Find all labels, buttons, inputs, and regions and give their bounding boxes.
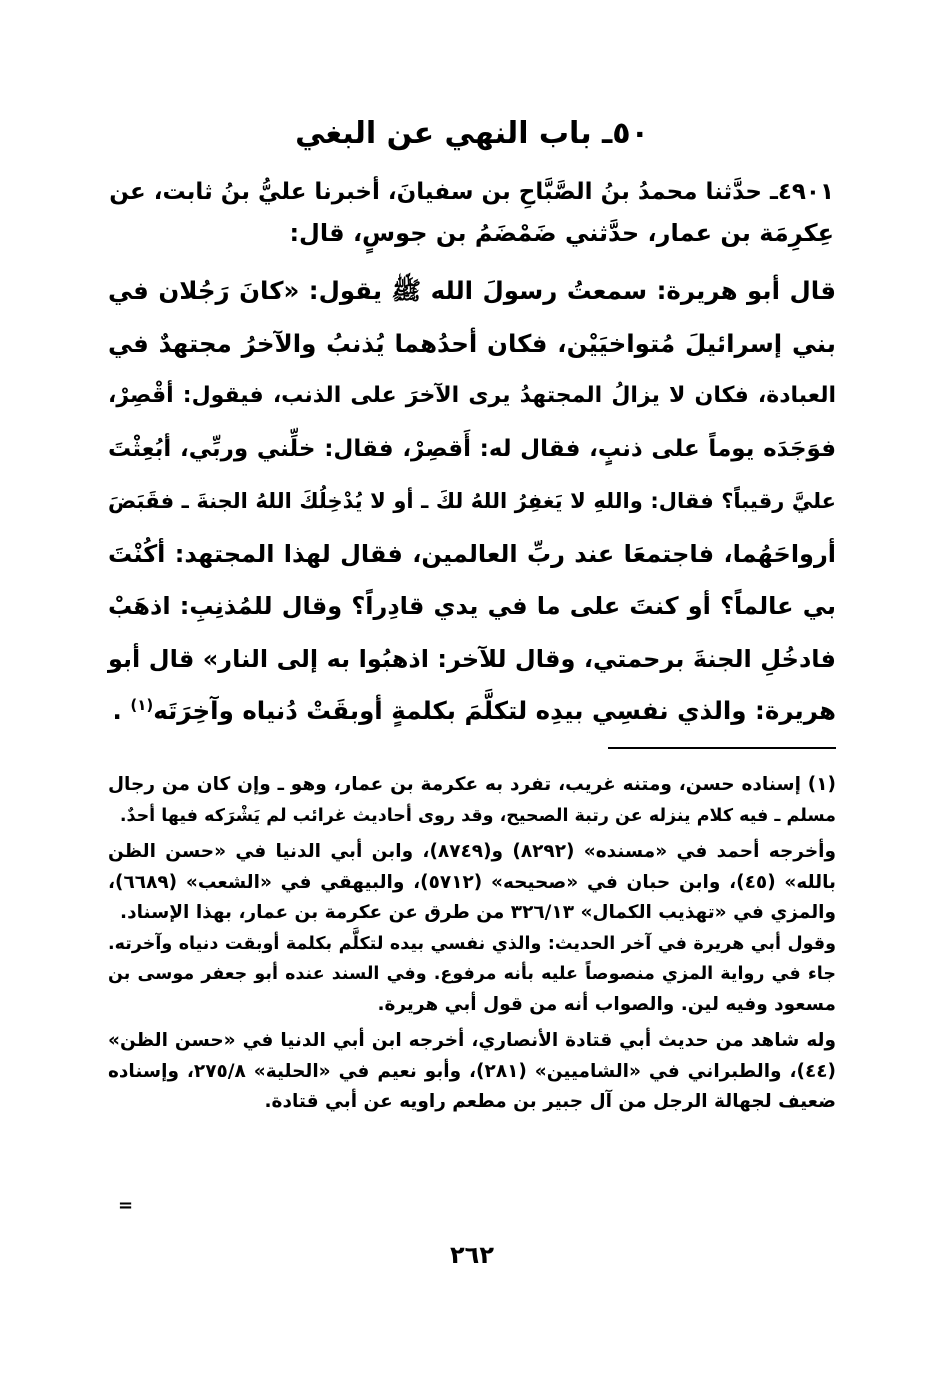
- matn-line: فادخُلِ الجنةَ برحمتي، وقال للآخر: اذهبُوا به إلى النار» قال أبو: [108, 644, 836, 673]
- footnote-line: (١) إسناده حسن، ومتنه غريب، تفرد به عكرمة بن عمار، وهو ـ وإن كان من رجال: [108, 774, 836, 795]
- isnad-line: ٤٩٠١ـ حدَّثنا محمدُ بنُ الصَّبَّاحِ بن سفيانَ، أخبرنا عليُّ بنُ ثابت، عن: [109, 179, 834, 205]
- matn-line: بي عالماً؟ أو كنتَ على ما في يدي قادِراً؟ وقال للمُذنِبِ: اذهَبْ: [108, 592, 836, 620]
- chapter-title: ٥٠ـ باب النهي عن البغي: [295, 116, 649, 151]
- footnote-line: مسلم ـ فيه كلام ينزله عن رتبة الصحيح، وقد روى أحاديث غرائب لم يَشْرَكه فيها أحدٌ.: [119, 805, 836, 826]
- footnote-paragraph: [108, 929, 836, 1021]
- footnote-line: (٤٤)، والطبراني في «الشاميين» (٢٨١)، وأبو نعيم في «الحلية» ٢٧٥/٨، وإسناده: [108, 1060, 837, 1082]
- matn-line: فوَجَدَه يوماً على ذنبٍ، فقال له: أَقصِرْ، فقال: خلِّني وربِّي، أبُعِثْتَ: [108, 435, 836, 462]
- isnad-line: عِكرِمَة بن عمار، حدَّثني ضَمْضَمُ بن جوسٍ، قال:: [289, 219, 834, 247]
- footnote-reference[interactable]: (١): [130, 695, 154, 714]
- hadith-matn: [108, 265, 836, 738]
- footnote-line: مسعود وفيه لين. والصواب أنه من قول أبي هريرة.: [377, 993, 836, 1015]
- footnote-line: والمزي في «تهذيب الكمال» ٣٢٦/١٣ من طرق عن عكرمة بن عمار، بهذا الإسناد.: [120, 902, 836, 923]
- matn-line: أرواحَهُما، فاجتمعَا عند ربِّ العالمين، فقال لهذا المجتهد: أكُنْتَ: [108, 539, 836, 568]
- hadith-isnad: [108, 172, 834, 254]
- footnotes: [108, 770, 836, 1118]
- footnote-paragraph: [108, 1026, 836, 1118]
- footnote-line: وقول أبي هريرة في آخر الحديث: والذي نفسي بيده لتكلَّم بكلمة أوبقت دنياه وآخرته.: [108, 933, 836, 954]
- footnote-line: وله شاهد من حديث أبي قتادة الأنصاري، أخرجه ابن أبي الدنيا في «حسن الظن»: [108, 1030, 836, 1051]
- footnote-line: ضعيف لجهالة الرجل من آل جبير بن مطعم راويه عن أبي قتادة.: [264, 1091, 836, 1112]
- footnote-line: جاء في رواية المزي منصوصاً عليه بأنه مرفوع. وفي السند عنده أبو جعفر موسى بن: [108, 964, 836, 984]
- continuation-mark: =: [118, 1195, 134, 1216]
- matn-end-mark: .: [112, 696, 122, 725]
- footnote-line: وأخرجه أحمد في «مسنده» (٨٢٩٢) و(٨٧٤٩)، وابن أبي الدنيا في «حسن الظن: [108, 841, 836, 862]
- matn-line: بني إسرائيلَ مُتواخيَيْن، فكان أحدُهما يُذنبُ والآخرُ مجتهدٌ في: [108, 328, 836, 358]
- footnote-separator: [608, 747, 836, 749]
- footnote-paragraph: [108, 770, 836, 831]
- footnote-line: بالله» (٤٥)، وابن حبان في «صحيحه» (٥٧١٢)، والبيهقي في «الشعب» (٦٦٨٩)،: [108, 871, 836, 893]
- matn-line-last: [108, 685, 836, 738]
- matn-line: قال أبو هريرة: سمعتُ رسولَ الله ﷺ يقول: «كانَ رَجُلان في: [108, 276, 836, 305]
- matn-line: العبادة، فكان لا يزالُ المجتهدُ يرى الآخرَ على الذنب، فيقول: أقْصِرْ،: [108, 383, 836, 408]
- page-number: ٢٦٢: [450, 1241, 494, 1269]
- footnote-paragraph: [108, 837, 836, 929]
- matn-line: عليَّ رقيباً؟ فقال: واللهِ لا يَغفِرُ اللهُ لكَ ـ أو لا يُدْخِلُكَ اللهُ الجنةَ ـ فقَبَضَ: [108, 489, 836, 513]
- matn-last-text: هريرة: والذي نفسِي بيدِه لتكلَّمَ بكلمةٍ أوبقَتْ دُنياه وآخِرَتَه: [153, 696, 836, 725]
